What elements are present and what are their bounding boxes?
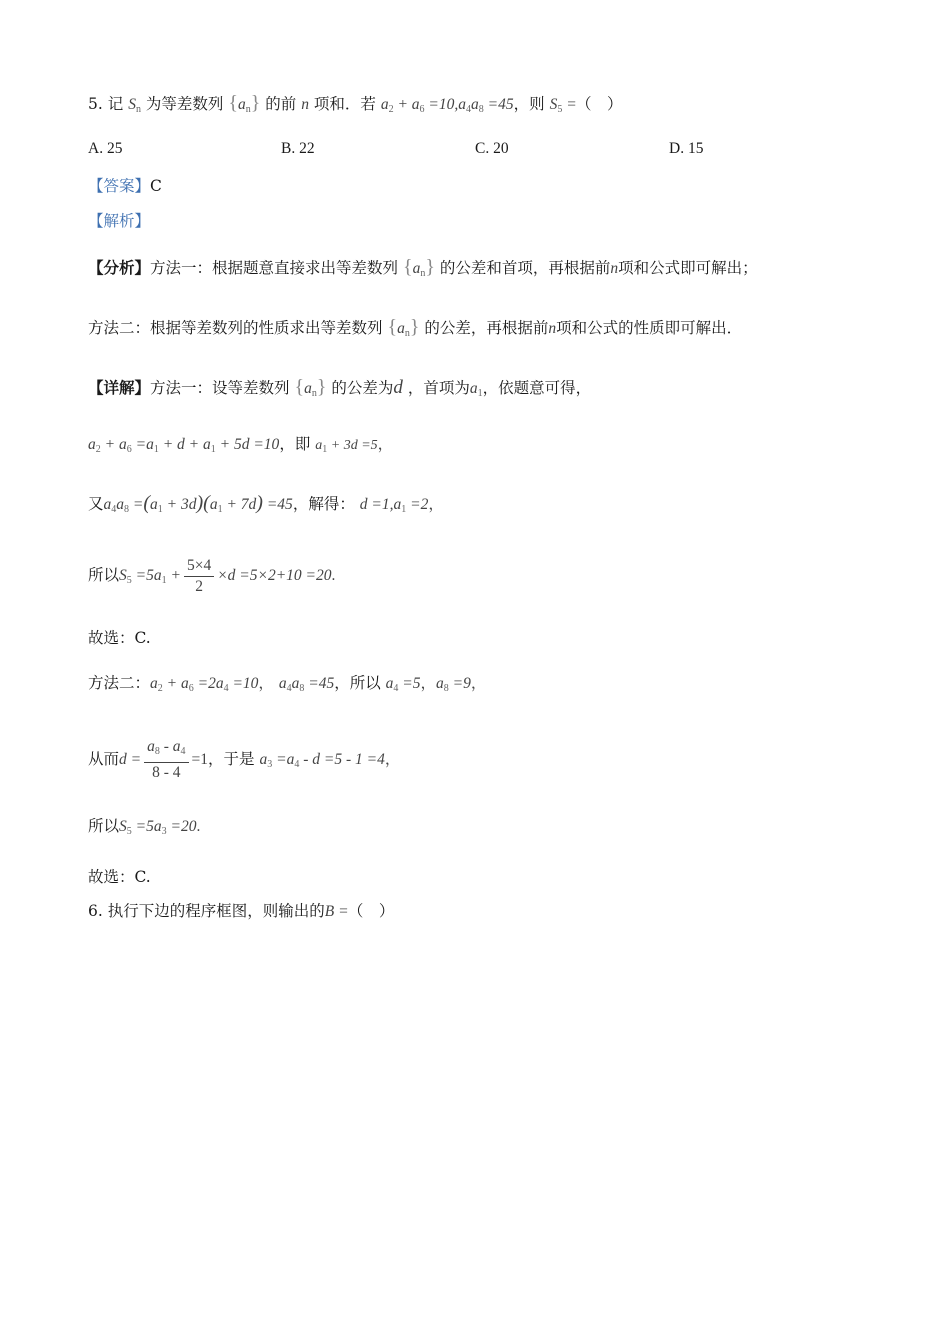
question-5-stem: 5. 记 $S_n$ 为等差数列 $\{a_n\}$ 的前 n 项和．若 $a_2 + a_6 =10,a_4a_8 =45$，则 $S_5$ =（ ） — [88, 92, 623, 115]
option-d: D. 15 — [669, 140, 704, 157]
option-c: C. 20 — [475, 140, 509, 157]
equation-2: 又$a_4a_8 =(a_1 + 3d)(a_1 + 7d) =45$，解得： $d =1,a_1 =2$， — [88, 492, 444, 515]
answer-line: 【答案】C — [88, 177, 162, 195]
math-condition: $a_2 + a_6 =10,a_4a_8 =45$ — [380, 96, 514, 115]
analysis-line-1: 【分析】方法一：根据题意直接求出等差数列 $\{a_n\}$ 的公差和首项，再根据前n项和公式即可解出； — [88, 256, 758, 279]
equation-3: 所以$S_5 =5a_1$ + $\frac{5\times 4}{2}$ ×d =5×2+10 =20. — [88, 556, 336, 595]
method2-sum: 所以$S_5 =5a_3 =20$. — [88, 817, 201, 837]
jiexi-label: 【解析】 — [88, 212, 151, 230]
detail-intro: 【详解】方法一：设等差数列 $\{a_n\}$ 的公差为d ，首项为$a_1$，依题意可得， — [88, 376, 592, 399]
option-b: B. 22 — [281, 140, 315, 157]
analysis-line-2: 方法二：根据等差数列的性质求出等差数列 $\{a_n\}$ 的公差，再根据前n项和公式的性质即可解出． — [88, 316, 743, 339]
option-a: A. 25 — [88, 140, 123, 157]
question-6-stem: 6. 执行下边的程序框图，则输出的B =（ ） — [88, 902, 395, 920]
math-Sn: $S_n$ — [128, 96, 141, 115]
method2-d: 从而d = $\frac{a_8 - a_4}{8 - 4}$ =1，于是 $a_3 =a_4 - d =5 - 1 =4$， — [88, 738, 401, 781]
guxuan-2: 故选：C. — [88, 868, 151, 886]
equation-1: $a_2 + a_6 =a_1 + d + a_1 + 5d =10$，即 $a_1 + 3d =5$， — [88, 435, 394, 455]
method2-line: 方法二：$a_2 + a_6 =2a_4 =10$， $a_4a_8 =45$，所以 $a_4 =5$，$a_8 =9$， — [88, 674, 487, 694]
guxuan-1: 故选：C. — [88, 629, 151, 647]
